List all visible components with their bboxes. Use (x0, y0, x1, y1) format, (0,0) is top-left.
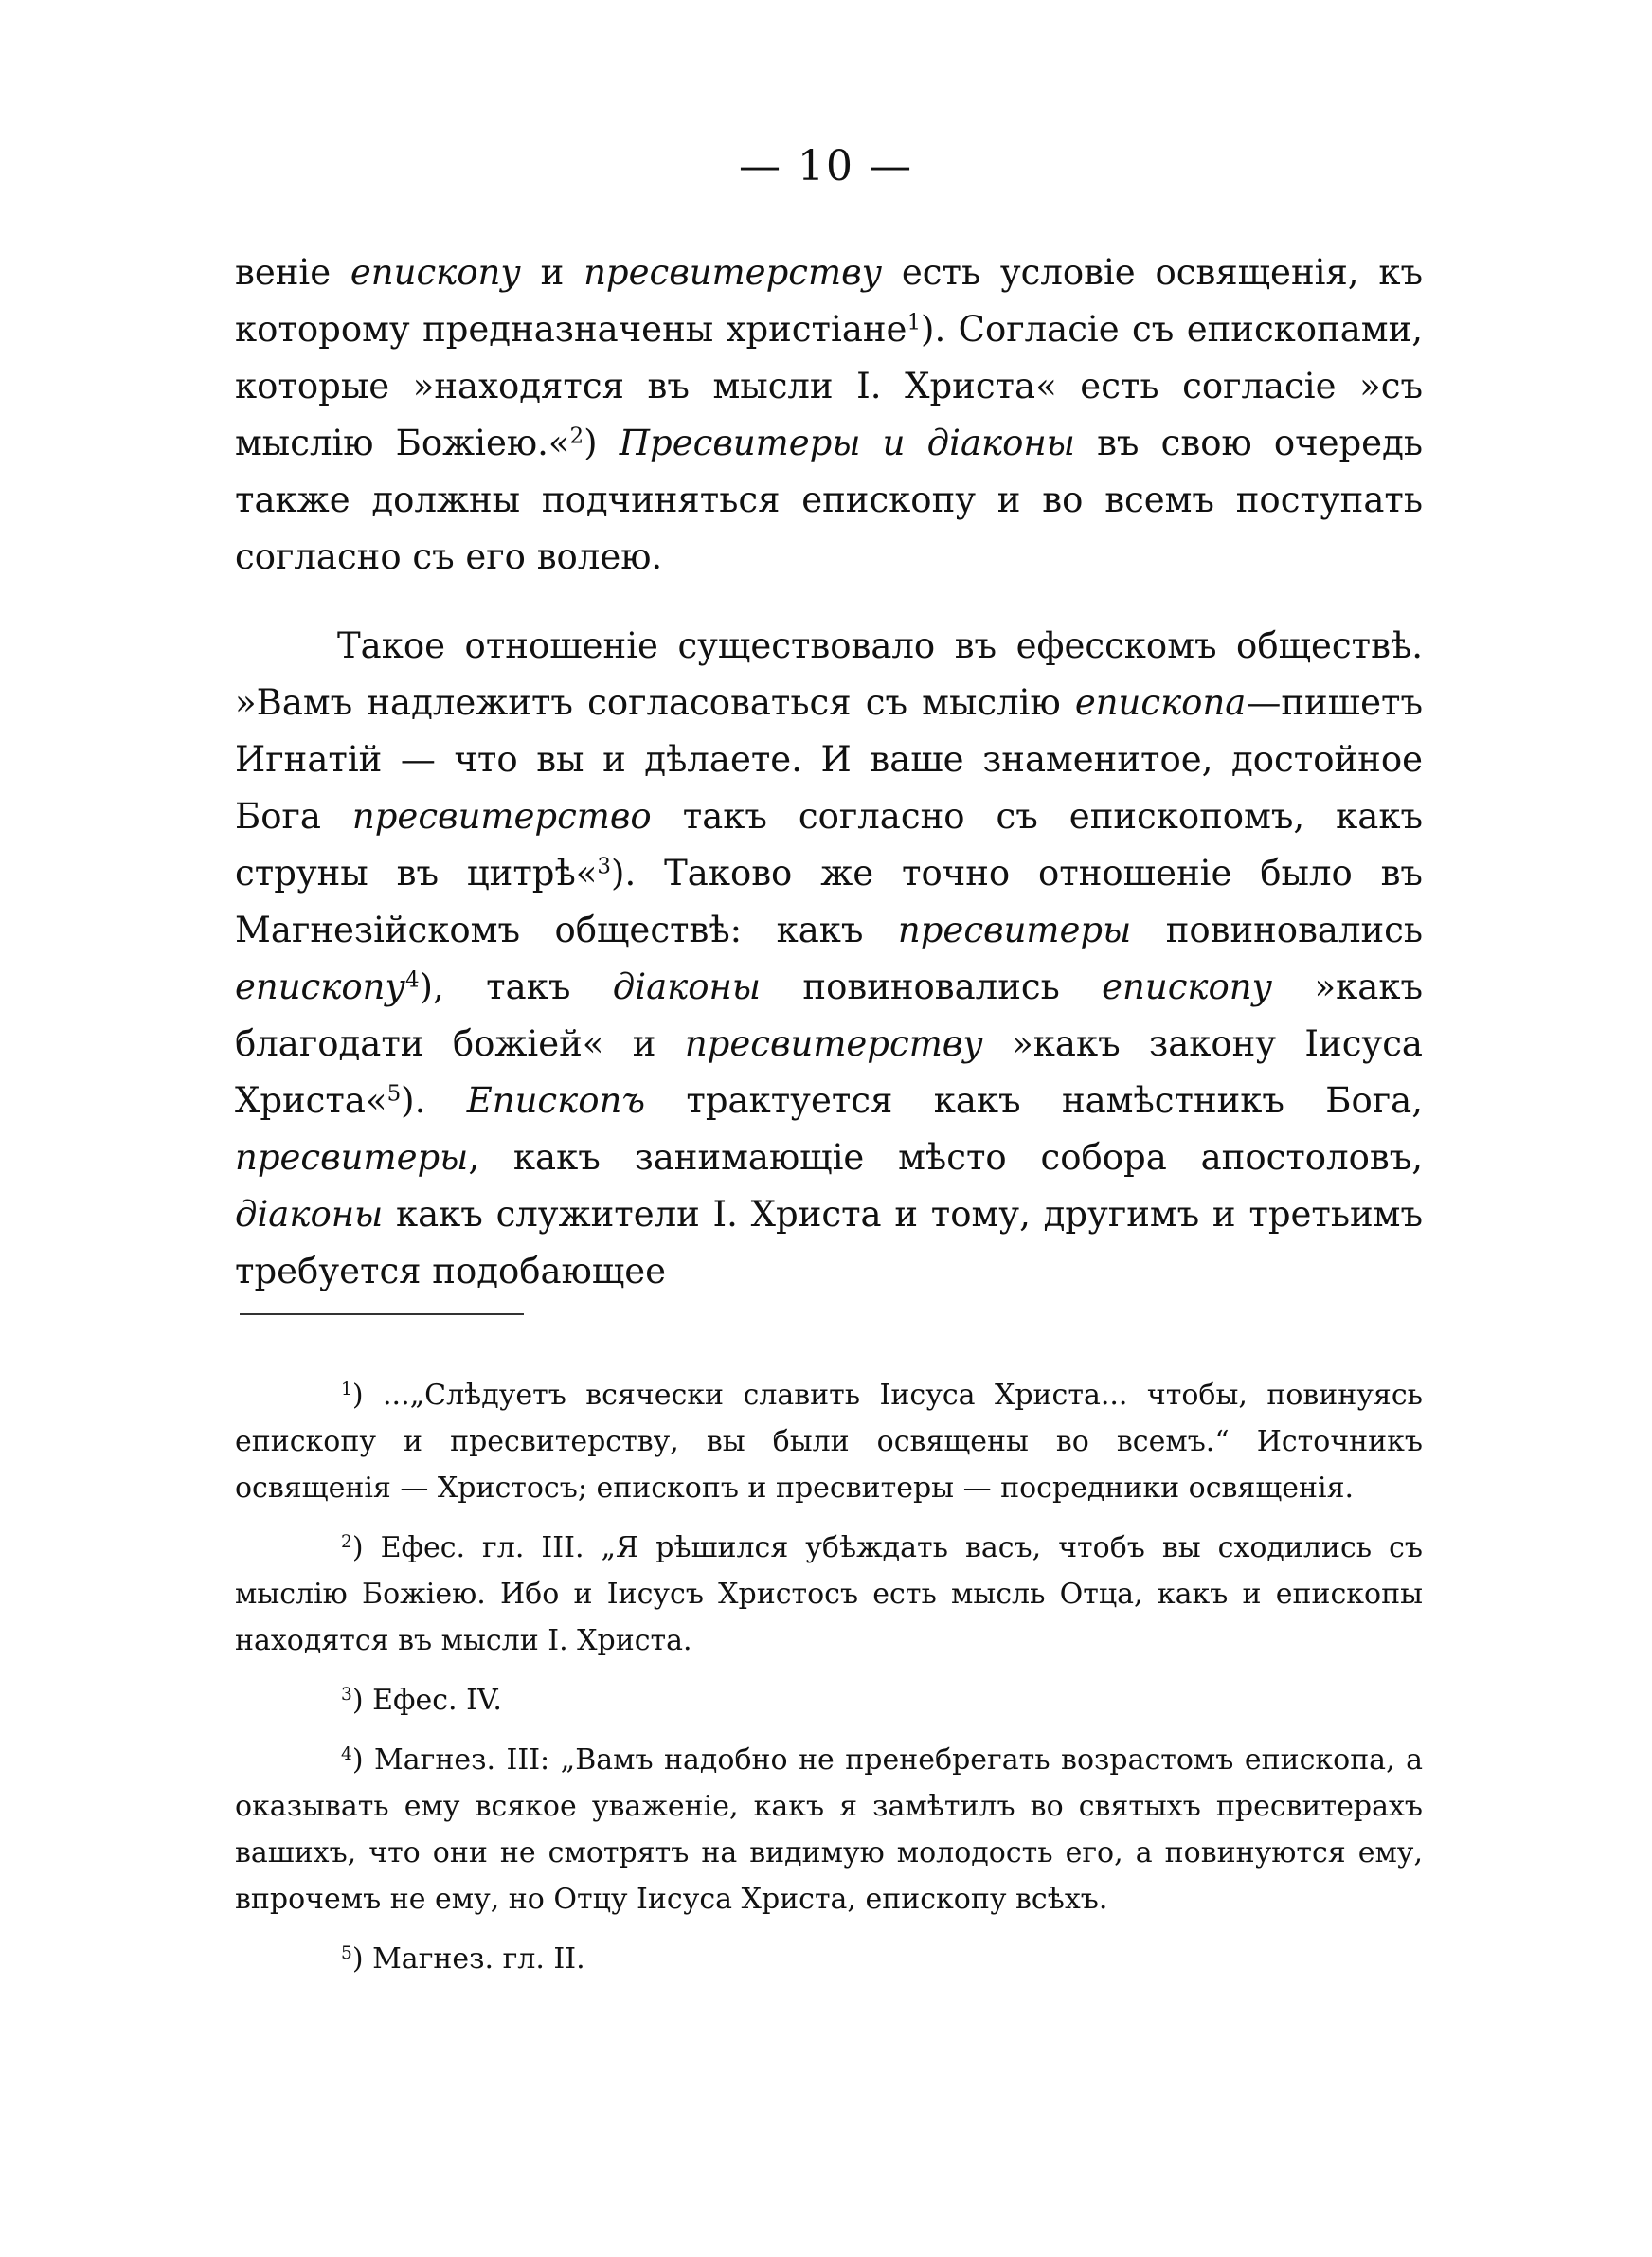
text-run: какъ служители І. Христа и тому, другимъ и третьимъ требуется подобающее (235, 1194, 1423, 1291)
footnote-marker: 4 (341, 1743, 352, 1764)
footnote-3 (235, 1677, 1423, 1724)
text-run: , какъ занимающіе мѣсто собора апостоловъ, (468, 1137, 1423, 1178)
emphasis-text: діаконы (235, 1194, 384, 1235)
footnote-divider (240, 1313, 524, 1315)
footnote-ref: 4 (404, 967, 420, 993)
footnote-2 (235, 1525, 1423, 1664)
footnote-ref: 5 (386, 1081, 402, 1107)
text-run: ). (401, 1080, 467, 1121)
text-run: ), такъ (419, 966, 613, 1007)
footnote-ref: 3 (597, 854, 612, 879)
emphasis-text: пресвитерству (584, 252, 883, 293)
emphasis-text: пресвитерство (351, 796, 652, 837)
emphasis-text: епископа (1074, 682, 1247, 723)
footnote-text: ) Магнез. III: „Вамъ надобно не пренебрегать возрастомъ епископа, а оказывать ему всякое уваженіе, какъ я замѣтилъ во святыхъ пресвитерахъ вашихъ, что они не смотрятъ на видимую молодость его, а повинуются ему, впрочемъ не ему, но Отцу Іисуса Христа, епископу всѣхъ. (235, 1743, 1423, 1916)
emphasis-text: Пресвитеры и діаконы (619, 423, 1075, 463)
emphasis-text: діаконы (612, 966, 762, 1007)
emphasis-text: епископу (1102, 966, 1273, 1007)
text-run: веніе (235, 252, 350, 293)
text-run: трактуется какъ намѣстникъ Бога, (645, 1080, 1423, 1121)
text-run: ). Согласіе съ епископами, которые »находятся въ мысли І. Христа« есть согласіе »съ мыслію Божіею.« (235, 309, 1423, 463)
footnotes-section (235, 1372, 1423, 1982)
emphasis-text: пресвитеры (897, 910, 1132, 950)
emphasis-text: пресвитеры (235, 1137, 469, 1178)
text-run: и (520, 252, 584, 293)
text-run: такъ согласно съ епископомъ, какъ струны въ цитрѣ« (235, 796, 1424, 894)
footnote-5 (235, 1936, 1423, 1982)
text-run: »какъ благодати божіей« и (235, 966, 1423, 1064)
footnote-text: ) Ефес. гл. III. „Я рѣшился убѣждать васъ, чтобъ вы сходились съ мыслію Божіею. Ибо и Іисусъ Христосъ есть мысль Отца, какъ и епископы находятся въ мысли І. Христа. (235, 1531, 1423, 1657)
footnote-marker: 3 (341, 1684, 352, 1705)
footnote-4 (235, 1737, 1423, 1923)
footnote-text: ) Ефес. IV. (351, 1684, 502, 1717)
text-run: »какъ закону Іисуса Христа« (235, 1023, 1423, 1121)
text-run: есть условіе освященія, къ которому предназначены христіане (235, 252, 1423, 350)
footnote-ref: 2 (569, 424, 584, 449)
footnote-marker: 5 (341, 1942, 352, 1963)
emphasis-text: пресвитерству (684, 1023, 983, 1064)
text-run: Такое отношеніе существовало въ ефесскомъ обществѣ. »Вамъ надлежитъ согласоваться съ мыслію (235, 625, 1423, 723)
footnote-text: ) ...„Слѣдуетъ всячески славить Іисуса Христа... чтобы, повинуясь епископу и пресвитерству, вы были освящены во всемъ.“ Источникъ освященія — Христосъ; епископъ и пресвитеры — посредники освященія. (235, 1379, 1423, 1505)
text-run: повиновались (1131, 910, 1423, 950)
footnote-ref: 1 (907, 310, 922, 335)
page-number: — 10 — (739, 142, 913, 190)
emphasis-text: Епископъ (466, 1080, 645, 1121)
emphasis-text: епископу (350, 252, 521, 293)
text-run: повиновались (761, 966, 1103, 1007)
footnote-marker: 1 (341, 1379, 352, 1399)
text-run: —пишетъ Игнатій — что вы и дѣлаете. И ваше знаменитое, достойное Бога (235, 682, 1423, 837)
text-run: ) (584, 423, 620, 463)
text-run: въ свою очередь также должны подчиняться епископу и во всемъ поступать согласно съ его волею. (235, 423, 1424, 577)
emphasis-text: епископу (235, 966, 405, 1007)
footnote-marker: 2 (341, 1531, 352, 1552)
main-paragraph-1 (235, 244, 1423, 586)
text-run: ). Таково же точно отношеніе было въ Магнезійскомъ обществѣ: какъ (235, 853, 1423, 950)
footnote-text: ) Магнез. гл. II. (351, 1942, 585, 1976)
footnote-1 (235, 1372, 1423, 1511)
main-paragraph-2 (235, 618, 1423, 1300)
